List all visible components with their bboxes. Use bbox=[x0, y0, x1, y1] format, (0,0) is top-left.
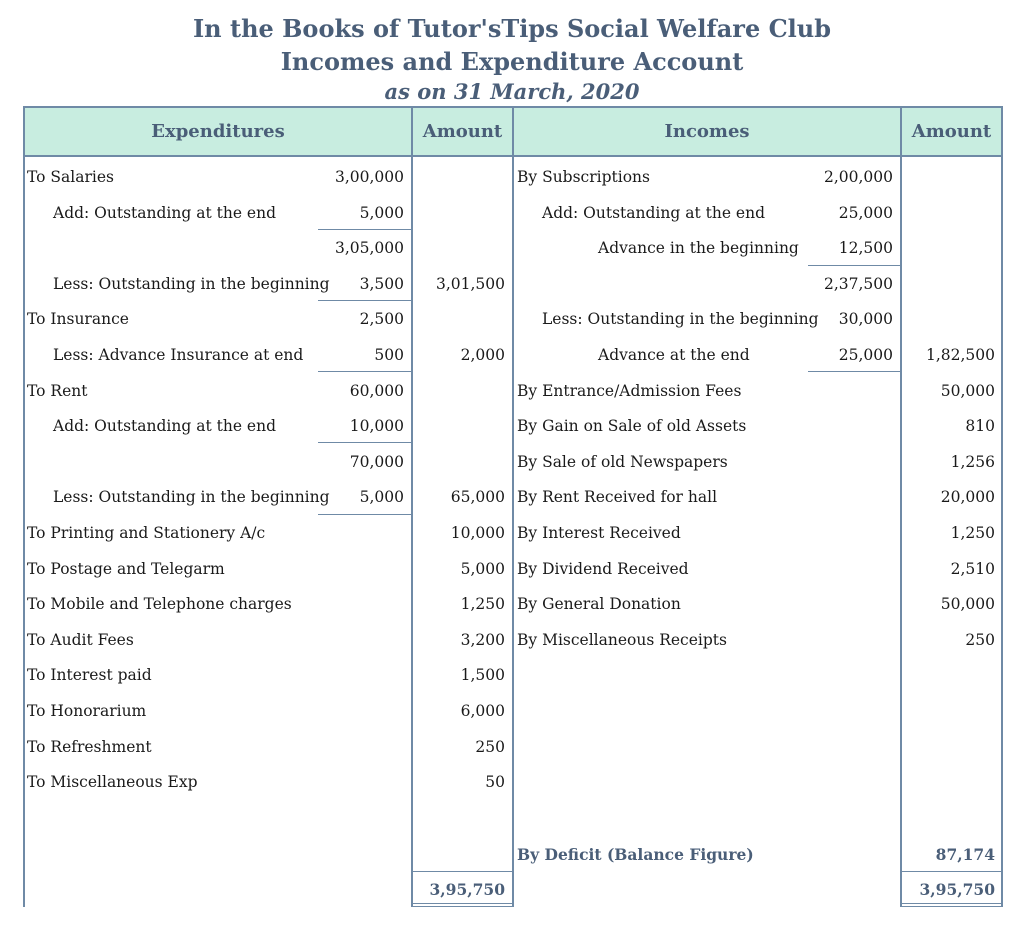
expenditure-row-subamount: 3,500 bbox=[359, 274, 404, 293]
header-amount-right: Amount bbox=[900, 106, 1003, 157]
divider-amount-left bbox=[411, 155, 413, 907]
expenditure-row-amount: 50 bbox=[485, 773, 505, 792]
left-subtotal-line bbox=[318, 514, 411, 515]
expenditure-row-label: To Postage and Telegarm bbox=[27, 559, 225, 578]
total-left: 3,95,750 bbox=[429, 880, 505, 899]
expenditure-row-subamount: 500 bbox=[374, 346, 404, 364]
total-right: 3,95,750 bbox=[919, 880, 995, 899]
left-subtotal-line bbox=[318, 442, 411, 443]
left-border bbox=[23, 155, 25, 907]
income-row-label: Add: Outstanding at the end bbox=[542, 203, 766, 222]
header-expenditures: Expenditures bbox=[23, 106, 413, 157]
income-row-label: By Miscellaneous Receipts bbox=[517, 630, 727, 649]
income-row-subamount: 25,000 bbox=[838, 203, 893, 222]
income-row-subamount: 30,000 bbox=[838, 310, 893, 329]
expenditure-row-label: Less: Outstanding in the beginning bbox=[53, 488, 330, 507]
expenditure-row-amount: 3,01,500 bbox=[435, 274, 505, 293]
income-row-label: By General Donation bbox=[517, 595, 681, 614]
total-double-line-right bbox=[900, 906, 1003, 907]
expenditure-row-label: To Interest paid bbox=[27, 666, 152, 685]
income-row-label: By Rent Received for hall bbox=[517, 488, 718, 507]
expenditure-row-subamount: 70,000 bbox=[349, 452, 404, 471]
center-divider bbox=[512, 155, 514, 907]
expenditure-row-label: To Audit Fees bbox=[27, 630, 134, 649]
income-row-label: By Entrance/Admission Fees bbox=[517, 381, 742, 400]
expenditure-row-amount: 1,500 bbox=[460, 666, 505, 685]
expenditure-row-amount: 3,200 bbox=[460, 630, 505, 649]
income-row-subamount: 2,00,000 bbox=[823, 168, 893, 186]
income-row-subamount: 12,500 bbox=[838, 239, 893, 258]
income-row-label: By Gain on Sale of old Assets bbox=[517, 417, 747, 436]
income-row-subamount: 25,000 bbox=[838, 346, 893, 364]
expenditure-row-label: Add: Outstanding at the end bbox=[53, 417, 277, 436]
expenditure-row-label: To Salaries bbox=[27, 168, 114, 186]
expenditure-row-subamount: 2,500 bbox=[359, 310, 404, 329]
income-row-label: Advance in the beginning bbox=[598, 239, 799, 258]
income-row-amount: 20,000 bbox=[940, 488, 995, 507]
title-line-1: In the Books of Tutor'sTips Social Welfare Club bbox=[192, 14, 832, 43]
expenditure-row-label: To Mobile and Telephone charges bbox=[27, 595, 292, 614]
income-row-amount: 1,256 bbox=[950, 452, 995, 471]
total-double-line-right bbox=[900, 903, 1003, 904]
header-incomes: Incomes bbox=[512, 106, 902, 157]
expenditure-row-amount: 1,250 bbox=[460, 595, 505, 614]
income-row-subamount: 2,37,500 bbox=[823, 274, 893, 293]
title-line-3: as on 31 March, 2020 bbox=[384, 79, 640, 104]
expenditure-row-amount: 250 bbox=[475, 737, 505, 756]
income-row-amount: 1,82,500 bbox=[925, 346, 995, 364]
divider-amount-right bbox=[900, 155, 902, 907]
income-row-label: By Interest Received bbox=[517, 524, 681, 542]
title-line-2: Incomes and Expenditure Account bbox=[280, 47, 744, 76]
expenditure-row-amount: 10,000 bbox=[450, 524, 505, 542]
expenditure-row-amount: 5,000 bbox=[460, 559, 505, 578]
income-row-amount: 810 bbox=[965, 417, 995, 436]
header-amount-left: Amount bbox=[411, 106, 514, 157]
expenditure-row-subamount: 60,000 bbox=[349, 381, 404, 400]
total-top-line-left bbox=[411, 871, 514, 872]
right-subtotal-line bbox=[808, 371, 900, 372]
left-subtotal-line bbox=[318, 229, 411, 230]
expenditure-row-label: Add: Outstanding at the end bbox=[53, 203, 277, 222]
income-row-label: By Subscriptions bbox=[517, 168, 650, 186]
expenditure-row-subamount: 3,00,000 bbox=[334, 168, 404, 186]
expenditure-row-amount: 2,000 bbox=[460, 346, 505, 364]
expenditure-row-label: To Miscellaneous Exp bbox=[27, 773, 198, 792]
expenditure-row-subamount: 3,05,000 bbox=[334, 239, 404, 258]
expenditure-row-label: Less: Outstanding in the beginning bbox=[53, 274, 330, 293]
expenditure-row-label: To Rent bbox=[27, 381, 88, 400]
total-top-line-right bbox=[900, 871, 1003, 872]
income-row-label: By Dividend Received bbox=[517, 559, 689, 578]
expenditure-row-amount: 65,000 bbox=[450, 488, 505, 507]
expenditure-row-label: To Honorarium bbox=[27, 702, 147, 720]
expenditure-row-subamount: 5,000 bbox=[359, 488, 404, 507]
expenditure-row-label: Less: Advance Insurance at end bbox=[53, 346, 304, 364]
left-subtotal-line bbox=[318, 300, 411, 301]
document-title-block bbox=[0, 12, 1024, 105]
income-row-amount: 50,000 bbox=[940, 381, 995, 400]
right-subtotal-line bbox=[808, 265, 900, 266]
left-subtotal-line bbox=[318, 371, 411, 372]
income-row-label: Advance at the end bbox=[598, 346, 750, 364]
expenditure-row-label: To Refreshment bbox=[27, 737, 152, 756]
total-double-line-left bbox=[411, 903, 514, 904]
income-row-label: By Sale of old Newspapers bbox=[517, 452, 728, 471]
income-row-label: Less: Outstanding in the beginning bbox=[542, 310, 819, 329]
total-double-line-left bbox=[411, 906, 514, 907]
expenditure-row-amount: 6,000 bbox=[460, 702, 505, 720]
expenditure-row-subamount: 5,000 bbox=[359, 203, 404, 222]
expenditure-row-label: To Printing and Stationery A/c bbox=[27, 524, 266, 542]
expenditure-row-label: To Insurance bbox=[27, 310, 129, 329]
expenditure-row-subamount: 10,000 bbox=[349, 417, 404, 436]
right-border bbox=[1001, 155, 1003, 907]
deficit-label: By Deficit (Balance Figure) bbox=[517, 845, 754, 864]
income-row-amount: 50,000 bbox=[940, 595, 995, 614]
income-row-amount: 2,510 bbox=[950, 559, 995, 578]
income-row-amount: 250 bbox=[965, 630, 995, 649]
deficit-amount: 87,174 bbox=[935, 845, 995, 864]
income-row-amount: 1,250 bbox=[950, 524, 995, 542]
